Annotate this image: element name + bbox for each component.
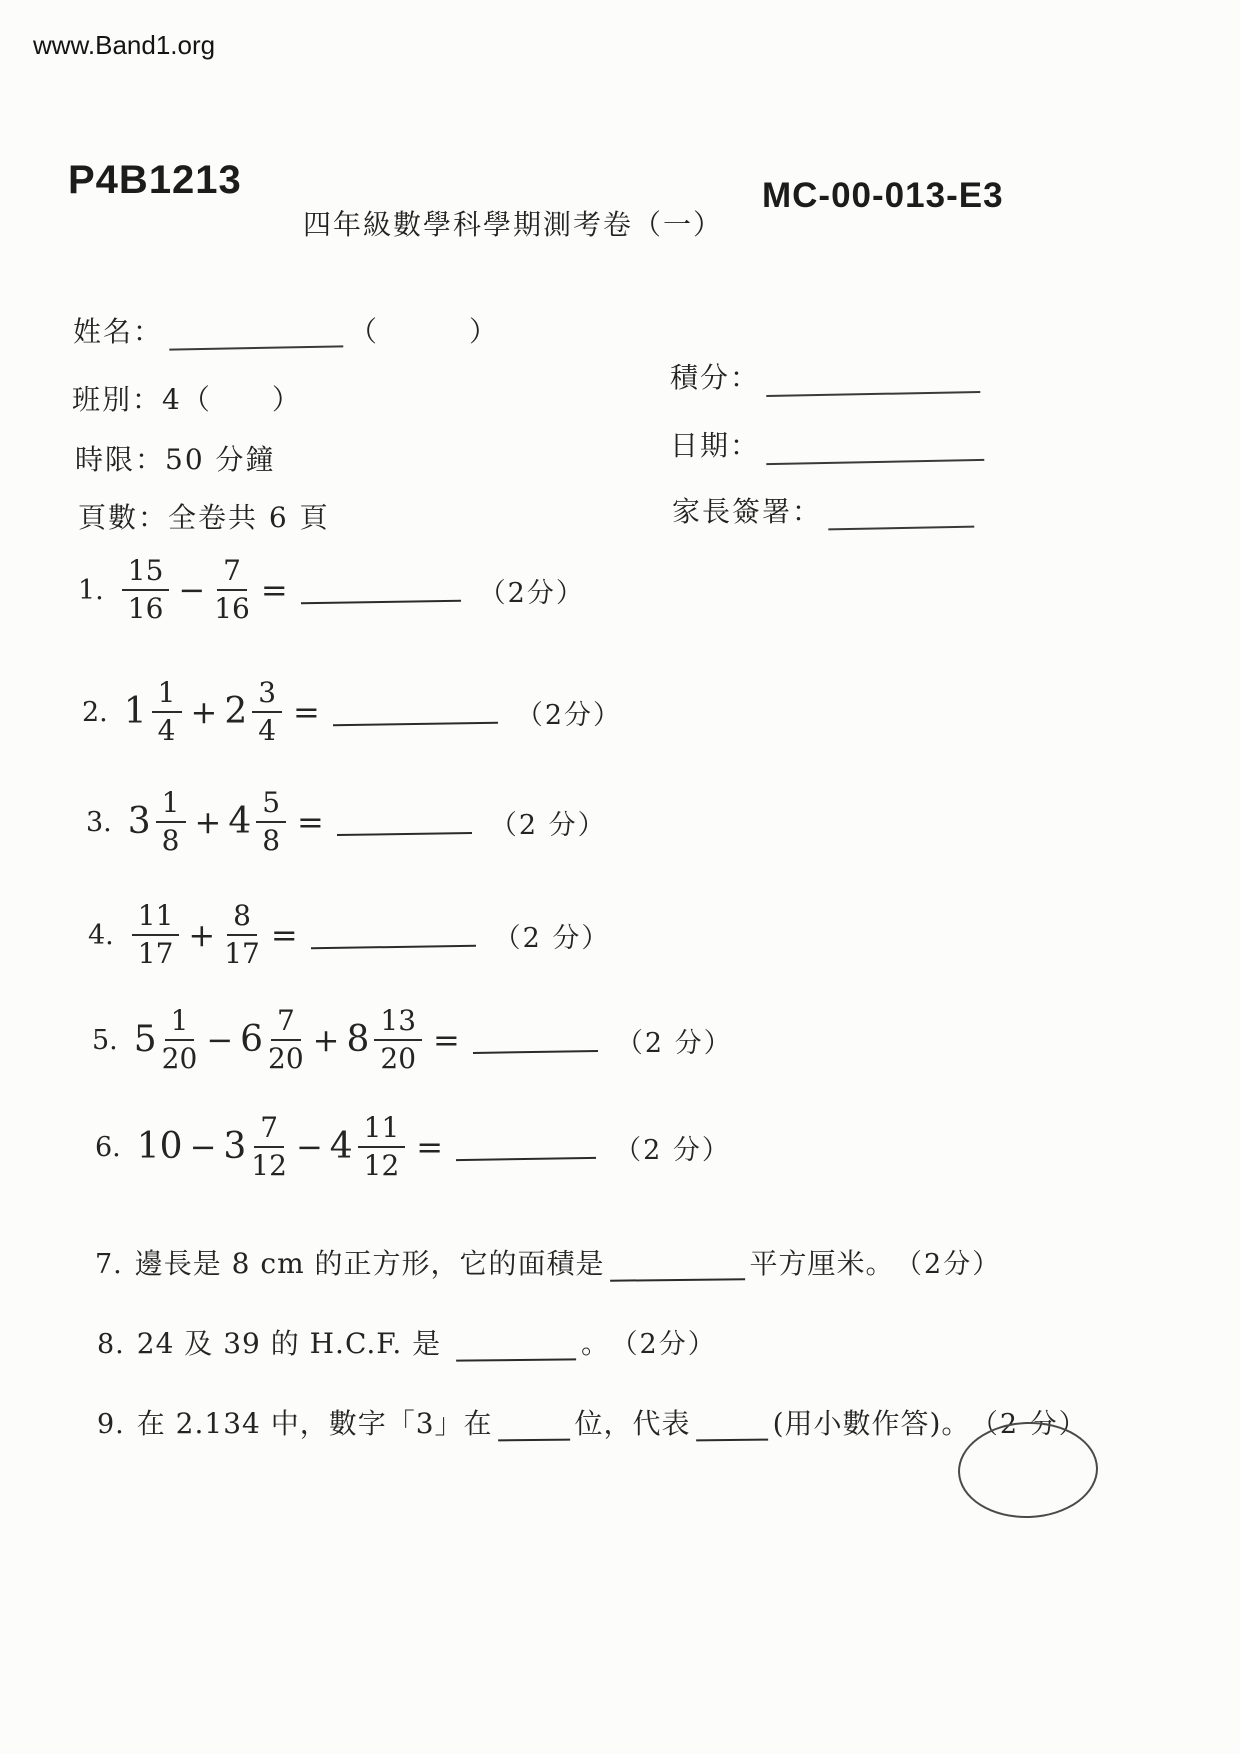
question-row bbox=[82, 670, 622, 754]
fraction bbox=[224, 899, 260, 970]
question-number: 8. bbox=[97, 1329, 125, 1360]
answer-blank-line bbox=[337, 832, 472, 836]
question-number: 9. bbox=[97, 1409, 125, 1440]
score-label: 積分： bbox=[670, 361, 761, 394]
parent-sign-row bbox=[672, 490, 980, 530]
fraction-numerator: 5 bbox=[256, 789, 286, 823]
fraction bbox=[268, 1004, 304, 1075]
answer-blank-line bbox=[473, 1050, 598, 1054]
mixed-number bbox=[228, 786, 288, 857]
question-row bbox=[78, 548, 585, 632]
question-text: 在 2.134 中，數字「3」在 bbox=[136, 1407, 493, 1440]
whole-number: 6 bbox=[240, 1019, 264, 1060]
points-label: （2分） bbox=[908, 1249, 1002, 1280]
fraction-numerator: 8 bbox=[227, 902, 257, 936]
whole-number: 3 bbox=[223, 1126, 247, 1167]
fraction-numerator: 11 bbox=[132, 902, 180, 936]
question-number: 7. bbox=[95, 1249, 123, 1280]
fraction bbox=[251, 1111, 287, 1182]
form-code: MC-00-013-E3 bbox=[762, 176, 1004, 215]
question-row bbox=[97, 1322, 717, 1362]
whole-number: 3 bbox=[127, 801, 151, 842]
fraction bbox=[374, 1004, 422, 1075]
parent-sign-blank-line bbox=[828, 496, 975, 531]
equals-sign: = bbox=[297, 803, 324, 841]
fraction bbox=[256, 786, 286, 857]
fraction bbox=[156, 786, 186, 857]
question-text: 位，代表 bbox=[574, 1407, 691, 1440]
question-text: 。 bbox=[581, 1327, 611, 1360]
question-text: 邊長是 8 cm 的正方形，它的面積是 bbox=[134, 1247, 605, 1280]
answer-blank-line bbox=[301, 600, 461, 605]
equals-sign: = bbox=[270, 916, 298, 954]
question-number: 2. bbox=[82, 696, 108, 728]
fraction bbox=[132, 899, 180, 970]
points-label: （2分） bbox=[478, 577, 585, 609]
whole-number: 4 bbox=[228, 801, 252, 842]
question-text: 24 及 39 的 H.C.F. 是 bbox=[136, 1327, 452, 1360]
name-brackets: （ ） bbox=[349, 315, 500, 348]
date-row bbox=[670, 424, 990, 464]
operator: − bbox=[295, 1128, 323, 1166]
date-label: 日期： bbox=[670, 429, 761, 462]
fraction-denominator: 20 bbox=[268, 1042, 304, 1075]
fraction-denominator: 16 bbox=[214, 592, 250, 625]
fraction-denominator: 4 bbox=[157, 714, 176, 747]
fraction bbox=[252, 676, 282, 747]
pages-row bbox=[78, 496, 330, 536]
question-number: 5. bbox=[92, 1024, 118, 1056]
answer-blank-line bbox=[456, 1157, 596, 1161]
answer-blank-line bbox=[333, 722, 498, 727]
question-row bbox=[95, 1105, 731, 1189]
pages-value: 全卷共 6 頁 bbox=[168, 501, 330, 534]
mixed-number bbox=[346, 1004, 424, 1075]
question-number: 4. bbox=[88, 919, 114, 951]
time-value: 50 分鐘 bbox=[165, 443, 276, 476]
pages-label: 頁數： bbox=[78, 501, 169, 534]
name-label: 姓名： bbox=[73, 315, 164, 348]
points-label: （2 分） bbox=[615, 1027, 733, 1059]
parent-sign-label: 家長簽署： bbox=[672, 495, 823, 528]
question-number: 6. bbox=[95, 1131, 121, 1163]
points-label: （2 分） bbox=[493, 922, 611, 954]
fraction-denominator: 8 bbox=[262, 824, 281, 857]
question-row bbox=[88, 893, 610, 977]
fraction-numerator: 7 bbox=[217, 557, 247, 591]
answer-blank-line bbox=[497, 1413, 569, 1442]
mixed-number bbox=[224, 676, 284, 747]
mixed-number bbox=[329, 1111, 408, 1182]
paper-code: P4B1213 bbox=[68, 158, 242, 202]
fraction bbox=[122, 554, 170, 625]
fraction-numerator: 11 bbox=[358, 1114, 406, 1148]
fraction-numerator: 7 bbox=[271, 1007, 301, 1041]
fraction-denominator: 20 bbox=[380, 1042, 417, 1075]
name-blank-line bbox=[169, 315, 344, 350]
fraction bbox=[161, 1004, 198, 1075]
equals-sign: = bbox=[433, 1021, 460, 1059]
question-row bbox=[92, 998, 733, 1082]
question-text: 平方厘米。 bbox=[749, 1247, 895, 1280]
operator: − bbox=[189, 1128, 217, 1166]
class-value: 4（ ） bbox=[162, 383, 302, 416]
date-blank-line bbox=[766, 429, 985, 465]
fraction-numerator: 7 bbox=[254, 1114, 284, 1148]
points-label: （2分） bbox=[624, 1329, 717, 1360]
whole-number: 5 bbox=[133, 1019, 157, 1060]
mixed-number bbox=[240, 1004, 306, 1075]
points-label: （2 分） bbox=[984, 1409, 1088, 1440]
fraction-denominator: 16 bbox=[127, 592, 164, 625]
mixed-number bbox=[127, 786, 188, 857]
score-row bbox=[670, 356, 986, 396]
fraction bbox=[152, 676, 182, 747]
time-label: 時限： bbox=[75, 443, 166, 476]
answer-blank-line bbox=[456, 1332, 576, 1361]
fraction-denominator: 17 bbox=[137, 937, 174, 970]
fraction-denominator: 12 bbox=[251, 1149, 287, 1182]
whole-number: 4 bbox=[329, 1126, 353, 1167]
whole-number: 2 bbox=[224, 691, 248, 732]
fraction-numerator: 13 bbox=[374, 1007, 422, 1041]
fraction-numerator: 1 bbox=[152, 679, 182, 713]
fraction-denominator: 4 bbox=[258, 714, 277, 747]
operator: + bbox=[190, 693, 218, 731]
whole-number: 8 bbox=[346, 1019, 370, 1060]
operator: − bbox=[178, 571, 206, 609]
score-blank-line bbox=[766, 361, 981, 397]
points-label: （2 分） bbox=[614, 1134, 731, 1166]
class-row bbox=[72, 378, 302, 418]
whole-number: 1 bbox=[123, 691, 147, 732]
operator: + bbox=[312, 1021, 340, 1059]
site-watermark: www.Band1.org bbox=[33, 30, 216, 60]
points-label: （2分） bbox=[515, 699, 623, 731]
equals-sign: = bbox=[260, 571, 288, 609]
operator: + bbox=[188, 916, 216, 954]
question-row bbox=[86, 780, 607, 864]
class-label: 班別： bbox=[72, 383, 163, 416]
fraction-numerator: 15 bbox=[122, 557, 170, 591]
question-row bbox=[95, 1242, 1001, 1282]
fraction-denominator: 20 bbox=[161, 1042, 198, 1075]
equals-sign: = bbox=[416, 1128, 444, 1166]
question-number: 1. bbox=[78, 574, 104, 606]
number: 10 bbox=[136, 1126, 183, 1167]
page-title: 四年級數學科學期測考卷（一） bbox=[303, 208, 724, 241]
answer-blank-line bbox=[311, 945, 476, 950]
question-text: (用小數作答)。 bbox=[772, 1407, 971, 1440]
time-row bbox=[75, 438, 276, 478]
points-label: （2 分） bbox=[489, 809, 607, 841]
fraction-numerator: 1 bbox=[165, 1007, 195, 1041]
fraction bbox=[358, 1111, 406, 1182]
fraction-numerator: 1 bbox=[156, 789, 186, 823]
fraction-denominator: 12 bbox=[363, 1149, 400, 1182]
fraction-denominator: 8 bbox=[161, 824, 180, 857]
question-number: 3. bbox=[86, 806, 112, 838]
operator: + bbox=[194, 803, 222, 841]
fraction-numerator: 3 bbox=[252, 679, 282, 713]
equals-sign: = bbox=[293, 693, 320, 731]
operator: − bbox=[206, 1021, 234, 1059]
fraction-denominator: 17 bbox=[224, 937, 260, 970]
question-row bbox=[97, 1402, 1088, 1442]
mixed-number bbox=[133, 1004, 200, 1075]
mixed-number bbox=[223, 1111, 289, 1182]
mixed-number bbox=[123, 676, 184, 747]
answer-blank-line bbox=[609, 1252, 744, 1281]
answer-blank-line bbox=[695, 1413, 767, 1442]
name-row bbox=[73, 310, 499, 350]
fraction bbox=[214, 554, 250, 625]
